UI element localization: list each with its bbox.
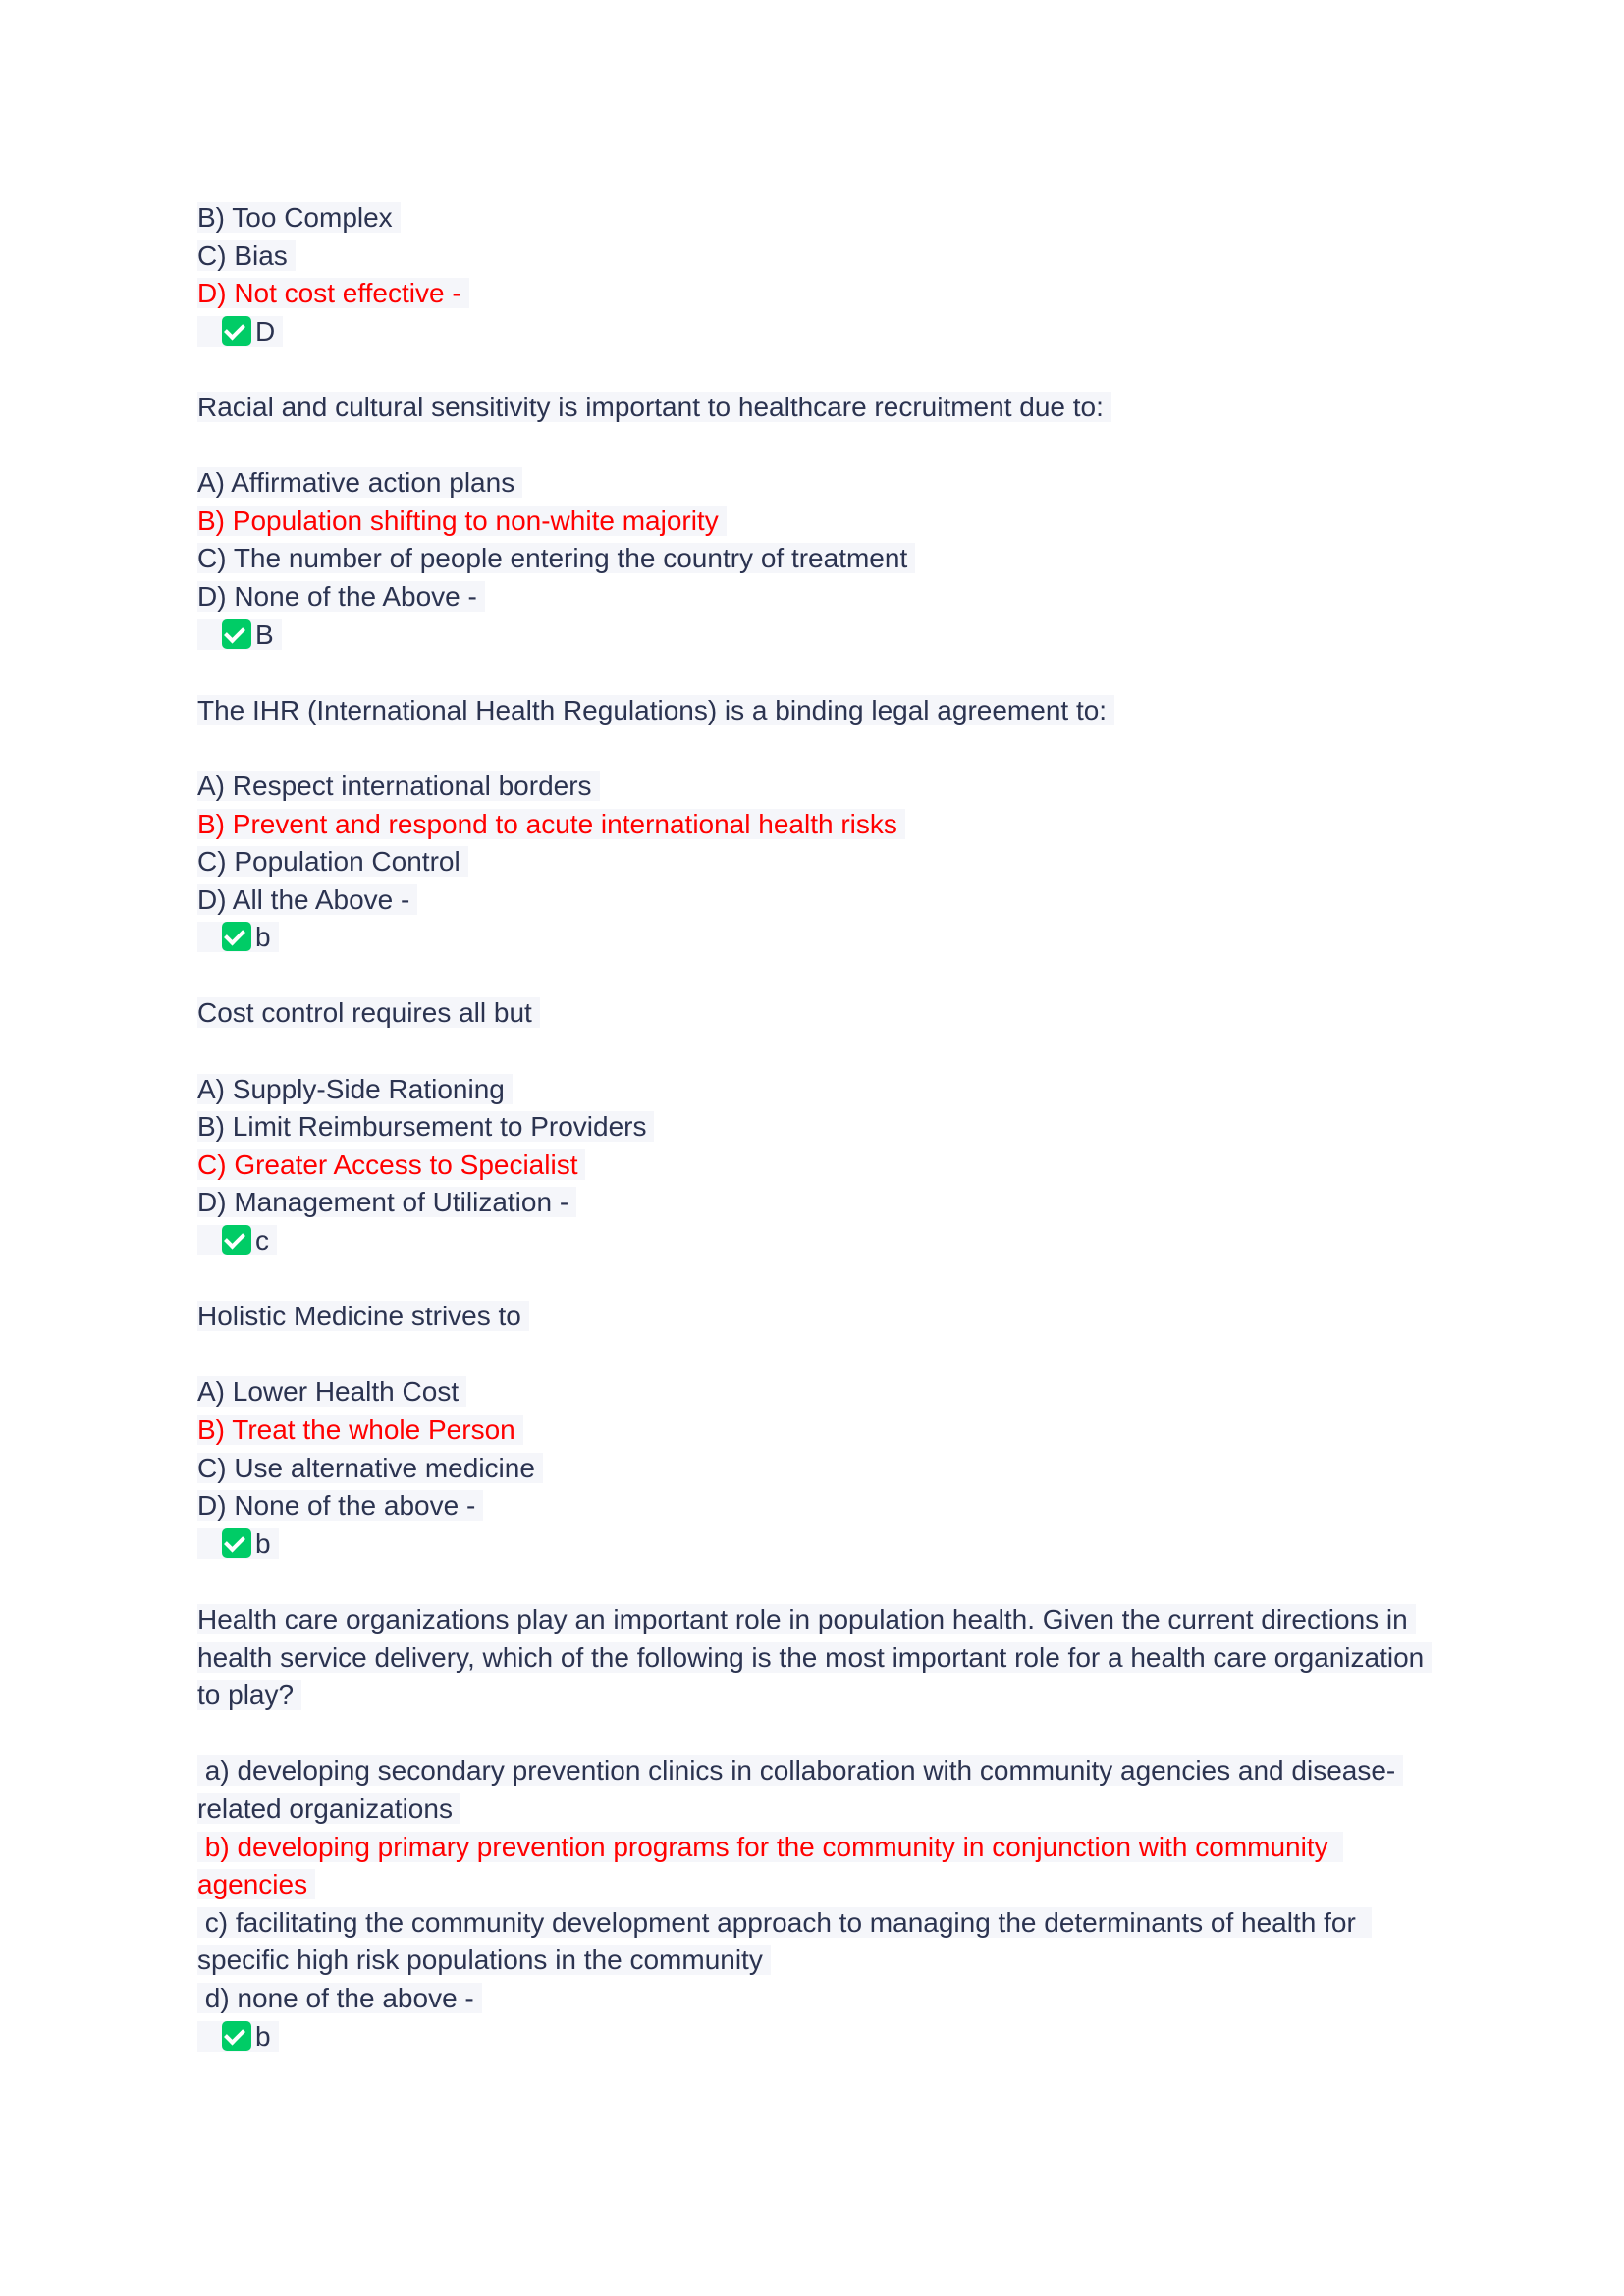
option-line — [197, 238, 1444, 276]
option: C) Bias — [197, 240, 296, 271]
spacer — [197, 1336, 1444, 1374]
option: c) facilitating the community development approach to managing the determinants of health for specific high risk populations in the community — [197, 1907, 1372, 1976]
question-prompt: Health care organizations play an important role in population health. Given the current directions in health service delivery, which of the following is the most important role for a health care organization to play? — [197, 1604, 1432, 1710]
answer-line — [197, 2018, 1444, 2056]
correct-option: B) Treat the whole Person — [197, 1415, 523, 1445]
option-line — [197, 199, 1444, 238]
spacer — [197, 1260, 1444, 1299]
question-prompt-line — [197, 692, 1444, 730]
question-prompt-line — [197, 389, 1444, 427]
answer — [197, 1528, 279, 1559]
question-prompt-line — [197, 1298, 1444, 1336]
answer — [197, 922, 279, 952]
option-line — [197, 464, 1444, 503]
option-line — [197, 1487, 1444, 1525]
answer — [197, 2021, 279, 2052]
option-line — [197, 1450, 1444, 1488]
answer-line — [197, 616, 1444, 655]
option-line — [197, 1829, 1444, 1904]
check-box-icon — [222, 2021, 251, 2051]
answer-line — [197, 1222, 1444, 1260]
option-line — [197, 1412, 1444, 1450]
answer-text: D — [255, 315, 276, 347]
spacer — [197, 1033, 1444, 1071]
option: A) Lower Health Cost — [197, 1376, 466, 1407]
correct-option: b) developing primary prevention programs for the community in conjunction with community agencies — [197, 1832, 1343, 1900]
option-line — [197, 1184, 1444, 1222]
spacer — [197, 1563, 1444, 1601]
question-block — [197, 994, 1444, 1298]
answer-line — [197, 919, 1444, 957]
question-block — [197, 692, 1444, 995]
answer-text: c — [255, 1225, 269, 1256]
question-block — [197, 1601, 1444, 2094]
question-prompt: Cost control requires all but — [197, 997, 540, 1028]
option-line — [197, 1980, 1444, 2018]
answer — [197, 1225, 277, 1255]
question-prompt: The IHR (International Health Regulations) is a binding legal agreement to: — [197, 695, 1114, 725]
option: D) All the Above - — [197, 884, 417, 915]
option-line — [197, 578, 1444, 616]
option-line — [197, 503, 1444, 541]
correct-option: B) Population shifting to non-white majority — [197, 506, 727, 536]
option: C) Population Control — [197, 846, 468, 877]
option-line — [197, 275, 1444, 313]
correct-option: B) Prevent and respond to acute international health risks — [197, 809, 905, 839]
option-line — [197, 1071, 1444, 1109]
answer — [197, 316, 283, 347]
option: B) Too Complex — [197, 202, 401, 233]
question-block — [197, 1298, 1444, 1601]
option: A) Respect international borders — [197, 771, 600, 801]
answer-text: B — [255, 618, 274, 650]
correct-option: C) Greater Access to Specialist — [197, 1149, 585, 1180]
correct-option: D) Not cost effective - — [197, 278, 469, 308]
option: A) Supply-Side Rationing — [197, 1074, 513, 1104]
check-box-icon — [222, 1528, 251, 1558]
option: C) The number of people entering the country of treatment — [197, 543, 915, 573]
answer-line — [197, 313, 1444, 351]
option-line — [197, 843, 1444, 881]
option: D) Management of Utilization - — [197, 1187, 576, 1217]
option: A) Affirmative action plans — [197, 467, 522, 498]
question-prompt: Holistic Medicine strives to — [197, 1301, 529, 1331]
option: D) None of the above - — [197, 1490, 483, 1521]
answer — [197, 619, 282, 650]
option: D) None of the Above - — [197, 581, 485, 612]
spacer — [197, 654, 1444, 692]
question-prompt-line — [197, 994, 1444, 1033]
answer-line — [197, 1525, 1444, 1564]
option: a) developing secondary prevention clinics in collaboration with community agencies and disease-related organizations — [197, 1755, 1403, 1824]
check-box-icon — [222, 619, 251, 649]
option-line — [197, 1108, 1444, 1147]
spacer — [197, 2056, 1444, 2094]
spacer — [197, 427, 1444, 465]
question-block — [197, 389, 1444, 692]
option-line — [197, 1373, 1444, 1412]
question-block — [197, 199, 1444, 389]
answer-text: b — [255, 922, 271, 953]
document-page — [197, 199, 1444, 2094]
option-line — [197, 1752, 1444, 1828]
option-line — [197, 768, 1444, 806]
question-prompt: Racial and cultural sensitivity is important to healthcare recruitment due to: — [197, 392, 1111, 422]
option-line — [197, 1147, 1444, 1185]
question-prompt-line — [197, 1601, 1444, 1715]
spacer — [197, 1715, 1444, 1753]
check-box-icon — [222, 922, 251, 951]
option-line — [197, 1904, 1444, 1980]
option: B) Limit Reimbursement to Providers — [197, 1111, 654, 1142]
answer-text: b — [255, 1527, 271, 1559]
answer-text: b — [255, 2020, 271, 2052]
option: d) none of the above - — [197, 1983, 482, 2013]
spacer — [197, 350, 1444, 389]
spacer — [197, 957, 1444, 995]
option-line — [197, 806, 1444, 844]
check-box-icon — [222, 1225, 251, 1255]
option-line — [197, 881, 1444, 920]
spacer — [197, 729, 1444, 768]
option: C) Use alternative medicine — [197, 1453, 543, 1483]
option-line — [197, 540, 1444, 578]
check-box-icon — [222, 316, 251, 346]
